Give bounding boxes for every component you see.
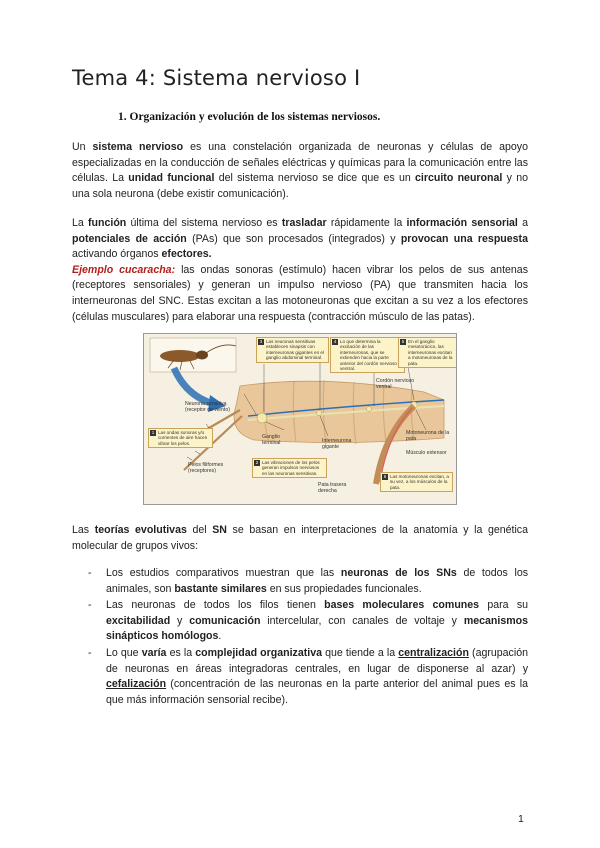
page-title: Tema 4: Sistema nervioso I <box>72 66 361 90</box>
text-run: . <box>218 630 222 643</box>
paragraph-evolution <box>72 523 528 554</box>
bold-term: trasladar <box>281 217 327 229</box>
bold-term: provocan una respuesta <box>400 232 528 245</box>
text-run: y <box>170 614 190 627</box>
step-text: Lo que determina la excitación de las interneuronas, que se extienden hacia la parte anterior del cordón nervioso ventral. <box>340 339 397 372</box>
bold-term: mecanismos sinápticos homólogos <box>106 614 529 643</box>
bold-term: teorías evolutivas <box>94 524 187 536</box>
example-text: las ondas sonoras (estímulo) hacen vibrar los pelos de sus antenas (receptores sensoriales) y generan un impulso nervioso (PA) que transmiten hacia los interneuronas del SNC. Estas excitan a las motoneuronas que excitan a su vez a los efectores (células musculares) para elaborar una respuesta (contracción músculo de las patas). <box>72 263 528 323</box>
paragraph-function <box>72 216 528 325</box>
step-number: 6 <box>383 474 387 479</box>
text-run: (concentración de las neuronas en la parte anterior del animal pues es la que más información sensorial recibe). <box>106 678 528 706</box>
text-run: en sus propiedades funcionales. <box>266 582 422 595</box>
text-run: (PAs) que son procesados (integrados) y <box>186 232 401 245</box>
text-run: es una constelación organizada de neuronas y células de apoyo especializadas en la conducción de señales eléctricas y químicas para la comunicación entre las células. La <box>72 141 528 185</box>
text-run: Lo que <box>106 646 142 659</box>
bold-term: bases moleculares comunes <box>324 599 480 612</box>
step-box-1 <box>148 428 213 448</box>
list-item <box>72 646 528 708</box>
bold-term: bastante similares <box>174 582 267 595</box>
bold-term: neuronas de los SNs <box>340 567 457 579</box>
bold-term: circuito neuronal <box>415 172 503 185</box>
bold-underlined-term: centralización <box>398 646 469 659</box>
step-box-2 <box>252 458 327 478</box>
label-pelos-filiformes: Pelos filiformes (receptores) <box>188 462 224 474</box>
step-number: 3 <box>259 339 263 344</box>
text-run: a <box>517 217 528 229</box>
section-heading: 1. Organización y evolución de los sistemas nerviosos. <box>118 111 381 123</box>
text-run: Los estudios comparativos muestran que las <box>106 567 341 579</box>
step-number: 4 <box>333 339 337 344</box>
bold-term: excitabilidad <box>106 614 171 627</box>
step-text: Las motoneuronas excitan, a su vez, a los músculos de la pata. <box>390 474 449 490</box>
bold-term: comunicación <box>189 614 261 627</box>
label-interneurona-gigante: Interneurona gigante <box>322 438 352 450</box>
step-box-5 <box>398 337 457 368</box>
text-run: que tiende a la <box>322 646 399 659</box>
text-run: es la <box>166 646 196 659</box>
label-musculo-extensor: Músculo extensor <box>406 450 447 456</box>
example-label: Ejemplo cucaracha: <box>72 263 176 276</box>
text-run: y no una sola neurona (debe existir comunicación). <box>72 172 529 200</box>
paragraph-definition <box>72 140 528 202</box>
step-box-3 <box>256 337 329 363</box>
bold-underlined-term: cefalización <box>106 678 167 691</box>
text-run: del sistema nervioso se dice que es un <box>214 172 416 185</box>
text-run: intercelular, con canales de voltaje y <box>260 614 464 627</box>
step-text: En el ganglio mesotorácico, las interneuronas excitan a motoneuronas de la pata. <box>408 339 453 366</box>
bold-term: varía <box>141 646 167 659</box>
bold-term: potenciales de acción <box>72 232 187 245</box>
text-run: para su <box>479 599 529 612</box>
step-number: 5 <box>401 339 405 344</box>
step-text: Las neuronas sensitivas establecen sinapsis con interneuronas gigantes en el ganglio abdominal terminal. <box>266 339 324 361</box>
cockroach-neural-circuit-figure <box>143 333 457 505</box>
list-item <box>72 598 528 645</box>
text-run: rápidamente la <box>326 217 407 229</box>
text-run: (agrupación de neuronas en áreas integradoras centrales, en lugar de disponerse al azar) y <box>106 646 528 675</box>
text-run: Las <box>72 524 95 536</box>
bold-term: función <box>88 217 127 229</box>
label-cordon-nervioso: Cordón nervioso ventral <box>376 378 415 390</box>
label-pata-trasera: Pata trasera derecha <box>318 482 347 494</box>
step-text: Las vibraciones de los pelos generan impulsos nerviosos en las neuronas sensitivas. <box>262 460 320 476</box>
bold-term: SN <box>212 524 227 536</box>
text-run: La <box>72 217 89 229</box>
evolution-points-list <box>72 566 528 709</box>
text-run: última del sistema nervioso es <box>126 217 282 229</box>
step-text: Las ondas sonoras y/o corrientes de aire hacen vibrar los pelos. <box>158 430 208 446</box>
text-run: activando órganos <box>72 248 162 261</box>
bold-term: efectores. <box>161 248 212 261</box>
step-number: 1 <box>151 430 155 435</box>
text-run: se basan en interpretaciones de la anatomía y la genética molecular de grupos vivos: <box>72 524 528 552</box>
bold-term: complejidad organizativa <box>195 646 322 659</box>
text-run: del <box>186 524 213 536</box>
text-run: Las neuronas de todos los filos tienen <box>106 599 325 612</box>
label-ganglio-terminal: Ganglio terminal <box>262 434 281 446</box>
bold-term: unidad funcional <box>128 172 215 185</box>
bold-term: sistema nervioso <box>92 141 184 153</box>
page-number: 1 <box>518 813 524 825</box>
text-run: de todos los animales, son <box>106 567 529 595</box>
bold-term: información sensorial <box>406 217 518 229</box>
step-box-4 <box>330 337 405 373</box>
text-run: Un <box>72 141 93 153</box>
label-motoneurona: Motoneurona de la pata <box>406 430 450 442</box>
step-box-6 <box>380 472 453 492</box>
list-item <box>72 566 528 597</box>
label-neurona-sensitiva: Neurona sensitiva (receptor de viento) <box>185 401 230 413</box>
step-number: 2 <box>255 460 259 465</box>
